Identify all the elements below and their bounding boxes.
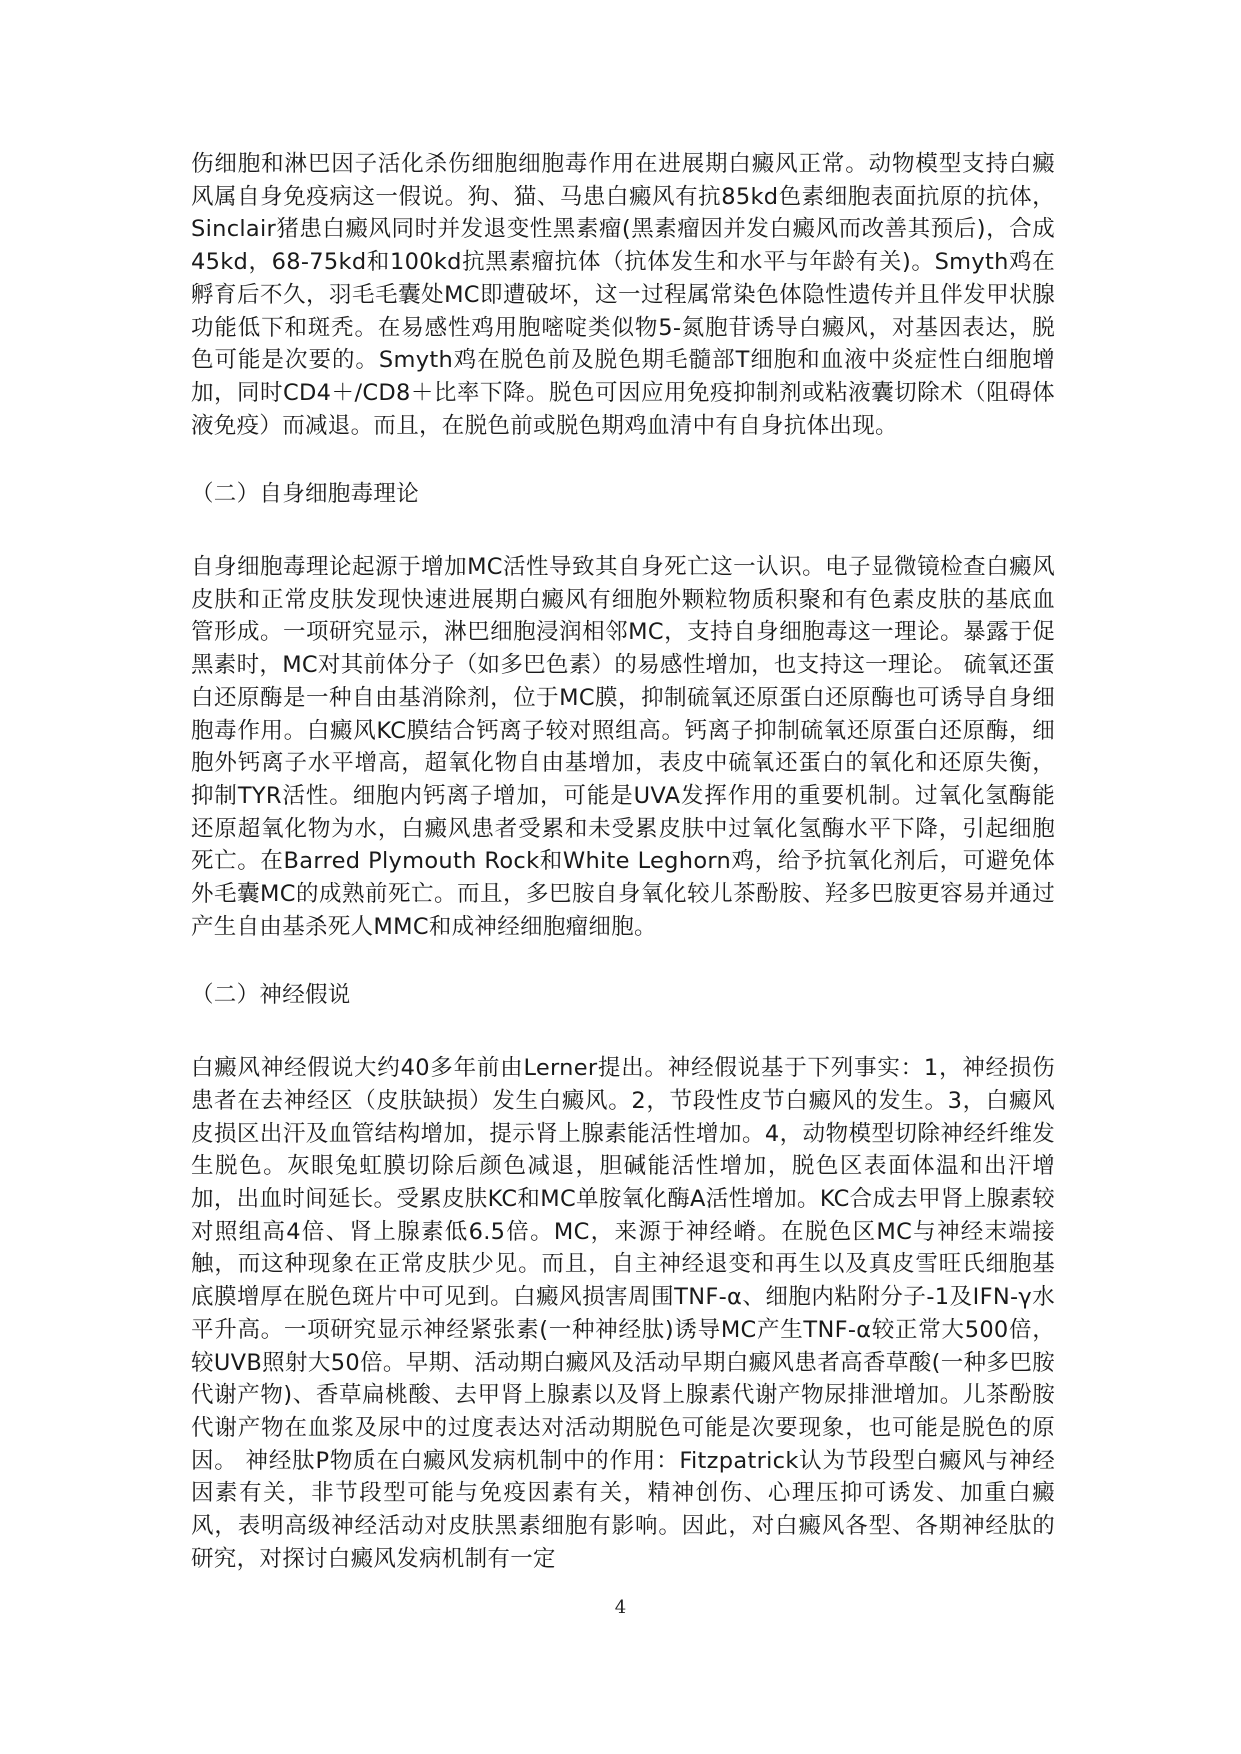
spacer: [191, 943, 1055, 979]
spacer: [191, 442, 1055, 478]
section-heading-neural: （二）神经假说: [191, 982, 351, 1009]
spacer: [191, 511, 1055, 551]
paragraph-autoimmune-evidence: 伤细胞和淋巴因子活化杀伤细胞细胞毒作用在进展期白癜风正常。动物模型支持白癜风属自身免疫病这一假说。狗、猫、马患白癜风有抗85kd色素细胞表面抗原的抗体，Sinclair猪患白癜风同时并发退变性黑素瘤(黑素瘤因并发白癜风而改善其预后)，合成45kd，68-75kd和100kd抗黑素瘤抗体（抗体发生和水平与年龄有关)。Smyth鸡在孵育后不久，羽毛毛囊处MC即遭破坏，这一过程属常染色体隐性遗传并且伴发甲状腺功能低下和斑秃。在易感性鸡用胞嘧啶类似物5-氮胞苷诱导白癜风，对基因表达，脱色可能是次要的。Smyth鸡在脱色前及脱色期毛髓部T细胞和血液中炎症性白细胞增加，同时CD4＋/CD8＋比率下降。脱色可因应用免疫抑制剂或粘液囊切除术（阻碍体液免疫）而减退。而且，在脱色前或脱色期鸡血清中有自身抗体出现。: [191, 151, 1055, 439]
document-body: [191, 148, 1055, 1575]
paragraph-autocytotoxic-theory: 自身细胞毒理论起源于增加MC活性导致其自身死亡这一认识。电子显微镜检查白癜风皮肤和正常皮肤发现快速进展期白癜风有细胞外颗粒物质积聚和有色素皮肤的基底血管形成。一项研究显示，淋巴细胞浸润相邻MC，支持自身细胞毒这一理论。暴露于促黑素时，MC对其前体分子（如多巴色素）的易感性增加，也支持这一理论。 硫氧还蛋白还原酶是一种自由基消除剂，位于MC膜，抑制硫氧还原蛋白还原酶也可诱导自身细胞毒作用。白癜风KC膜结合钙离子较对照组高。钙离子抑制硫氧还原蛋白还原酶，细胞外钙离子水平增高，超氧化物自由基增加，表皮中硫氧还蛋白的氧化和还原失衡，抑制TYR活性。细胞内钙离子增加，可能是UVA发挥作用的重要机制。过氧化氢酶能还原超氧化物为水，白癜风患者受累和未受累皮肤中过氧化氢酶水平下降，引起细胞死亡。在Barred Plymouth Rock和White Leghorn鸡，给予抗氧化剂后，可避免体外毛囊MC的成熟前死亡。而且，多巴胺自身氧化较儿茶酚胺、羟多巴胺更容易并通过产生自由基杀死人MMC和成神经细胞瘤细胞。: [191, 554, 1055, 940]
spacer: [191, 1012, 1055, 1052]
section-heading-autocytotoxic: （二）自身细胞毒理论: [191, 481, 420, 508]
page-number: 4: [614, 1597, 627, 1618]
paragraph-neural-hypothesis: 白癜风神经假说大约40多年前由Lerner提出。神经假说基于下列事实：1，神经损伤患者在去神经区（皮肤缺损）发生白癜风。2，节段性皮节白癜风的发生。3，白癜风皮损区出汗及血管结构增加，提示肾上腺素能活性增加。4，动物模型切除神经纤维发生脱色。灰眼兔虹膜切除后颜色减退，胆碱能活性增加，脱色区表面体温和出汗增加，出血时间延长。受累皮肤KC和MC单胺氧化酶A活性增加。KC合成去甲肾上腺素较对照组高4倍、肾上腺素低6.5倍。MC，来源于神经嵴。在脱色区MC与神经末端接触，而这种现象在正常皮肤少见。而且，自主神经退变和再生以及真皮雪旺氏细胞基底膜增厚在脱色斑片中可见到。白癜风损害周围TNF-α、细胞内粘附分子-1及IFN-γ水平升高。一项研究显示神经紧张素(一种神经肽)诱导MC产生TNF-α较正常大500倍，较UVB照射大50倍。早期、活动期白癜风及活动早期白癜风患者高香草酸(一种多巴胺代谢产物)、香草扁桃酸、去甲肾上腺素以及肾上腺素代谢产物尿排泄增加。儿茶酚胺代谢产物在血浆及尿中的过度表达对活动期脱色可能是次要现象，也可能是脱色的原因。 神经肽P物质在白癜风发病机制中的作用：Fitzpatrick认为节段型白癜风与神经因素有关，非节段型可能与免疫因素有关，精神创伤、心理压抑可诱发、加重白癜风，表明高级神经活动对皮肤黑素细胞有影响。因此，对白癜风各型、各期神经肽的研究，对探讨白癜风发病机制有一定: [191, 1055, 1055, 1572]
